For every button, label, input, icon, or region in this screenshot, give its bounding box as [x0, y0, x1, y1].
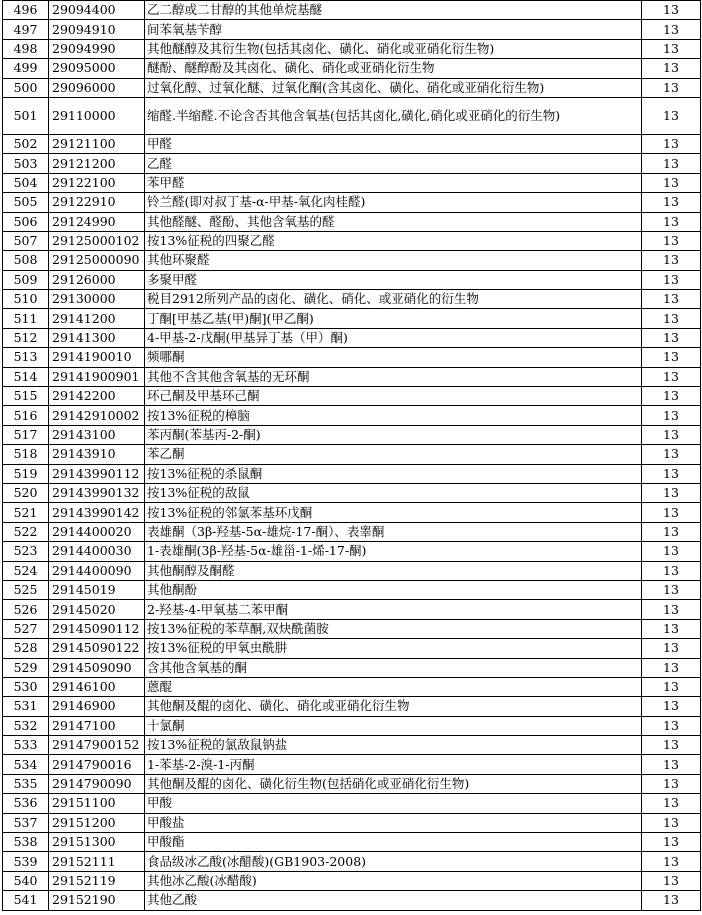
commodity-code-cell: 29095000	[49, 59, 145, 78]
table-row	[3, 387, 701, 406]
rate-cell: 13	[642, 794, 701, 813]
rate-cell: 13	[642, 39, 701, 58]
table-row	[3, 78, 701, 97]
product-name-cell: 苯甲醛	[145, 173, 642, 192]
rate-cell: 13	[642, 639, 701, 658]
commodity-code-cell: 29143910	[49, 445, 145, 464]
table-row	[3, 716, 701, 735]
rate-cell: 13	[642, 561, 701, 580]
rate-cell: 13	[642, 406, 701, 425]
product-name-cell: 铃兰醛(即对叔丁基-α-甲基-氧化肉桂醛)	[145, 193, 642, 212]
table-row	[3, 464, 701, 483]
commodity-code-cell: 29122910	[49, 193, 145, 212]
row-number-cell: 515	[3, 387, 49, 406]
commodity-code-cell: 29151100	[49, 794, 145, 813]
rate-cell: 13	[642, 813, 701, 832]
commodity-code-cell: 29145020	[49, 600, 145, 619]
table-row	[3, 522, 701, 541]
row-number-cell: 508	[3, 251, 49, 270]
commodity-code-cell: 29121100	[49, 134, 145, 153]
table-row	[3, 173, 701, 192]
table-row	[3, 212, 701, 231]
commodity-code-cell: 29141900901	[49, 367, 145, 386]
rate-cell: 13	[642, 891, 701, 910]
rate-cell: 13	[642, 522, 701, 541]
commodity-code-cell: 29146100	[49, 677, 145, 696]
commodity-code-cell: 2914790090	[49, 774, 145, 793]
rate-cell: 13	[642, 619, 701, 638]
row-number-cell: 513	[3, 348, 49, 367]
commodity-code-cell: 29130000	[49, 290, 145, 309]
row-number-cell: 535	[3, 774, 49, 793]
rate-cell: 13	[642, 755, 701, 774]
row-number-cell: 501	[3, 97, 49, 134]
row-number-cell: 538	[3, 833, 49, 852]
commodity-code-cell: 29110000	[49, 97, 145, 134]
row-number-cell: 537	[3, 813, 49, 832]
table-row	[3, 755, 701, 774]
rate-cell: 13	[642, 59, 701, 78]
rate-cell: 13	[642, 833, 701, 852]
product-name-cell: 按13%征税的氯敌鼠钠盐	[145, 736, 642, 755]
product-name-cell: 十氯酮	[145, 716, 642, 735]
row-number-cell: 499	[3, 59, 49, 78]
row-number-cell: 539	[3, 852, 49, 871]
rate-cell: 13	[642, 387, 701, 406]
row-number-cell: 533	[3, 736, 49, 755]
commodity-code-cell: 29143990142	[49, 503, 145, 522]
table-row	[3, 231, 701, 250]
rate-cell: 13	[642, 736, 701, 755]
product-name-cell: 食品级冰乙酸(冰醋酸)(GB1903-2008)	[145, 852, 642, 871]
table-row	[3, 813, 701, 832]
commodity-code-cell: 29143100	[49, 425, 145, 444]
row-number-cell: 530	[3, 677, 49, 696]
product-name-cell: 苯丙酮(苯基丙-2-酮)	[145, 425, 642, 444]
commodity-code-cell: 29145090112	[49, 619, 145, 638]
commodity-code-cell: 29094400	[49, 1, 145, 20]
commodity-code-cell: 2914400090	[49, 561, 145, 580]
row-number-cell: 507	[3, 231, 49, 250]
product-name-cell: 其他醛醚、醛酚、其他含氧基的醛	[145, 212, 642, 231]
row-number-cell: 514	[3, 367, 49, 386]
commodity-code-cell: 2914190010	[49, 348, 145, 367]
product-name-cell: 乙二醇或二甘醇的其他单烷基醚	[145, 1, 642, 20]
table-row	[3, 270, 701, 289]
rate-cell: 13	[642, 658, 701, 677]
table-row	[3, 97, 701, 134]
table-row	[3, 59, 701, 78]
product-name-cell: 其他乙酸	[145, 891, 642, 910]
rate-cell: 13	[642, 154, 701, 173]
tariff-table	[2, 0, 701, 911]
product-name-cell: 蒽醌	[145, 677, 642, 696]
row-number-cell: 505	[3, 193, 49, 212]
table-row	[3, 367, 701, 386]
product-name-cell: 甲酸盐	[145, 813, 642, 832]
table-row	[3, 348, 701, 367]
table-row	[3, 600, 701, 619]
row-number-cell: 526	[3, 600, 49, 619]
row-number-cell: 509	[3, 270, 49, 289]
product-name-cell: 按13%征税的杀鼠酮	[145, 464, 642, 483]
commodity-code-cell: 29146900	[49, 697, 145, 716]
commodity-code-cell: 29152190	[49, 891, 145, 910]
row-number-cell: 532	[3, 716, 49, 735]
product-name-cell: 间苯氧基苄醇	[145, 20, 642, 39]
commodity-code-cell: 29142910002	[49, 406, 145, 425]
rate-cell: 13	[642, 328, 701, 347]
row-number-cell: 496	[3, 1, 49, 20]
commodity-code-cell: 29096000	[49, 78, 145, 97]
table-row	[3, 251, 701, 270]
commodity-code-cell: 29126000	[49, 270, 145, 289]
product-name-cell: 其他冰乙酸(冰醋酸)	[145, 871, 642, 890]
product-name-cell: 环己酮及甲基环己酮	[145, 387, 642, 406]
table-row	[3, 774, 701, 793]
row-number-cell: 498	[3, 39, 49, 58]
commodity-code-cell: 29152119	[49, 871, 145, 890]
row-number-cell: 534	[3, 755, 49, 774]
rate-cell: 13	[642, 1, 701, 20]
product-name-cell: 其他酮酚	[145, 580, 642, 599]
table-row	[3, 794, 701, 813]
product-name-cell: 按13%征税的樟脑	[145, 406, 642, 425]
table-row	[3, 736, 701, 755]
table-row	[3, 290, 701, 309]
row-number-cell: 525	[3, 580, 49, 599]
row-number-cell: 516	[3, 406, 49, 425]
row-number-cell: 528	[3, 639, 49, 658]
commodity-code-cell: 29152111	[49, 852, 145, 871]
commodity-code-cell: 29141200	[49, 309, 145, 328]
product-name-cell: 按13%征税的苯草酮,双炔酰菌胺	[145, 619, 642, 638]
row-number-cell: 536	[3, 794, 49, 813]
product-name-cell: 4-甲基-2-戊酮(甲基异丁基（甲）酮)	[145, 328, 642, 347]
rate-cell: 13	[642, 774, 701, 793]
rate-cell: 13	[642, 425, 701, 444]
rate-cell: 13	[642, 503, 701, 522]
rate-cell: 13	[642, 871, 701, 890]
row-number-cell: 511	[3, 309, 49, 328]
row-number-cell: 497	[3, 20, 49, 39]
commodity-code-cell: 29145019	[49, 580, 145, 599]
row-number-cell: 521	[3, 503, 49, 522]
table-row	[3, 503, 701, 522]
product-name-cell: 甲醛	[145, 134, 642, 153]
rate-cell: 13	[642, 677, 701, 696]
product-name-cell: 其他酮醇及酮醛	[145, 561, 642, 580]
commodity-code-cell: 29142200	[49, 387, 145, 406]
product-name-cell: 苯乙酮	[145, 445, 642, 464]
rate-cell: 13	[642, 78, 701, 97]
rate-cell: 13	[642, 134, 701, 153]
product-name-cell: 表雄酮（3β-羟基-5α-雄烷-17-酮）、表睾酮	[145, 522, 642, 541]
product-name-cell: 多聚甲醛	[145, 270, 642, 289]
table-row	[3, 483, 701, 502]
commodity-code-cell: 29121200	[49, 154, 145, 173]
commodity-code-cell: 29143990132	[49, 483, 145, 502]
product-name-cell: 乙醛	[145, 154, 642, 173]
product-name-cell: 按13%征税的敌鼠	[145, 483, 642, 502]
commodity-code-cell: 2914790016	[49, 755, 145, 774]
table-row	[3, 619, 701, 638]
product-name-cell: 按13%征税的甲氧虫酰肼	[145, 639, 642, 658]
table-row	[3, 309, 701, 328]
rate-cell: 13	[642, 697, 701, 716]
commodity-code-cell: 2914400020	[49, 522, 145, 541]
product-name-cell: 其他环聚醛	[145, 251, 642, 270]
commodity-code-cell: 29143990112	[49, 464, 145, 483]
rate-cell: 13	[642, 716, 701, 735]
product-name-cell: 其他酮及醌的卤化、磺化、硝化或亚硝化衍生物	[145, 697, 642, 716]
tariff-table-body	[3, 1, 701, 911]
rate-cell: 13	[642, 173, 701, 192]
row-number-cell: 522	[3, 522, 49, 541]
commodity-code-cell: 29147100	[49, 716, 145, 735]
table-row	[3, 1, 701, 20]
row-number-cell: 540	[3, 871, 49, 890]
table-row	[3, 677, 701, 696]
row-number-cell: 527	[3, 619, 49, 638]
product-name-cell: 甲酸	[145, 794, 642, 813]
row-number-cell: 503	[3, 154, 49, 173]
row-number-cell: 524	[3, 561, 49, 580]
rate-cell: 13	[642, 270, 701, 289]
table-row	[3, 891, 701, 910]
rate-cell: 13	[642, 309, 701, 328]
table-row	[3, 134, 701, 153]
product-name-cell: 含其他含氧基的酮	[145, 658, 642, 677]
commodity-code-cell: 29094990	[49, 39, 145, 58]
row-number-cell: 512	[3, 328, 49, 347]
rate-cell: 13	[642, 348, 701, 367]
commodity-code-cell: 29094910	[49, 20, 145, 39]
rate-cell: 13	[642, 464, 701, 483]
product-name-cell: 2-羟基-4-甲氧基二苯甲酮	[145, 600, 642, 619]
product-name-cell: 频哪酮	[145, 348, 642, 367]
product-name-cell: 过氧化醇、过氧化醚、过氧化酮(含其卤化、磺化、硝化或亚硝化衍生物)	[145, 78, 642, 97]
commodity-code-cell: 29145090122	[49, 639, 145, 658]
product-name-cell: 税目2912所列产品的卤化、磺化、硝化、或亚硝化的衍生物	[145, 290, 642, 309]
table-row	[3, 561, 701, 580]
rate-cell: 13	[642, 542, 701, 561]
commodity-code-cell: 2914400030	[49, 542, 145, 561]
table-row	[3, 852, 701, 871]
row-number-cell: 500	[3, 78, 49, 97]
table-row	[3, 425, 701, 444]
product-name-cell: 甲酸酯	[145, 833, 642, 852]
table-row	[3, 833, 701, 852]
product-name-cell: 其他不含其他含氧基的无环酮	[145, 367, 642, 386]
product-name-cell: 醚酚、醚醇酚及其卤化、磺化、硝化或亚硝化衍生物	[145, 59, 642, 78]
table-row	[3, 871, 701, 890]
table-row	[3, 658, 701, 677]
product-name-cell: 1-表雄酮(3β-羟基-5α-雄甾-1-烯-17-酮)	[145, 542, 642, 561]
table-row	[3, 154, 701, 173]
product-name-cell: 按13%征税的四聚乙醛	[145, 231, 642, 250]
rate-cell: 13	[642, 231, 701, 250]
rate-cell: 13	[642, 600, 701, 619]
table-row	[3, 39, 701, 58]
table-row	[3, 328, 701, 347]
product-name-cell: 1-苯基-2-溴-1-丙酮	[145, 755, 642, 774]
rate-cell: 13	[642, 193, 701, 212]
product-name-cell: 缩醛.半缩醛.不论含否其他含氧基(包括其卤化,磺化,硝化或亚硝化的衍生物)	[145, 97, 642, 134]
table-row	[3, 639, 701, 658]
row-number-cell: 531	[3, 697, 49, 716]
rate-cell: 13	[642, 580, 701, 599]
rate-cell: 13	[642, 212, 701, 231]
row-number-cell: 520	[3, 483, 49, 502]
commodity-code-cell: 29151300	[49, 833, 145, 852]
row-number-cell: 541	[3, 891, 49, 910]
table-row	[3, 445, 701, 464]
commodity-code-cell: 29124990	[49, 212, 145, 231]
commodity-code-cell: 29122100	[49, 173, 145, 192]
row-number-cell: 504	[3, 173, 49, 192]
commodity-code-cell: 29151200	[49, 813, 145, 832]
table-row	[3, 193, 701, 212]
rate-cell: 13	[642, 97, 701, 134]
commodity-code-cell: 29125000090	[49, 251, 145, 270]
commodity-code-cell: 2914509090	[49, 658, 145, 677]
rate-cell: 13	[642, 445, 701, 464]
rate-cell: 13	[642, 20, 701, 39]
row-number-cell: 506	[3, 212, 49, 231]
product-name-cell: 其他醚醇及其衍生物(包括其卤化、磺化、硝化或亚硝化衍生物)	[145, 39, 642, 58]
product-name-cell: 其他酮及醌的卤化、磺化衍生物(包括硝化或亚硝化衍生物)	[145, 774, 642, 793]
rate-cell: 13	[642, 483, 701, 502]
table-row	[3, 20, 701, 39]
commodity-code-cell: 29125000102	[49, 231, 145, 250]
commodity-code-cell: 29147900152	[49, 736, 145, 755]
row-number-cell: 523	[3, 542, 49, 561]
row-number-cell: 502	[3, 134, 49, 153]
table-row	[3, 542, 701, 561]
product-name-cell: 按13%征税的邻氯苯基环戊酮	[145, 503, 642, 522]
rate-cell: 13	[642, 852, 701, 871]
product-name-cell: 丁酮[甲基乙基(甲)酮](甲乙酮)	[145, 309, 642, 328]
row-number-cell: 519	[3, 464, 49, 483]
table-row	[3, 406, 701, 425]
row-number-cell: 518	[3, 445, 49, 464]
row-number-cell: 517	[3, 425, 49, 444]
rate-cell: 13	[642, 290, 701, 309]
rate-cell: 13	[642, 367, 701, 386]
table-row	[3, 697, 701, 716]
row-number-cell: 510	[3, 290, 49, 309]
row-number-cell: 529	[3, 658, 49, 677]
rate-cell: 13	[642, 251, 701, 270]
table-row	[3, 580, 701, 599]
commodity-code-cell: 29141300	[49, 328, 145, 347]
